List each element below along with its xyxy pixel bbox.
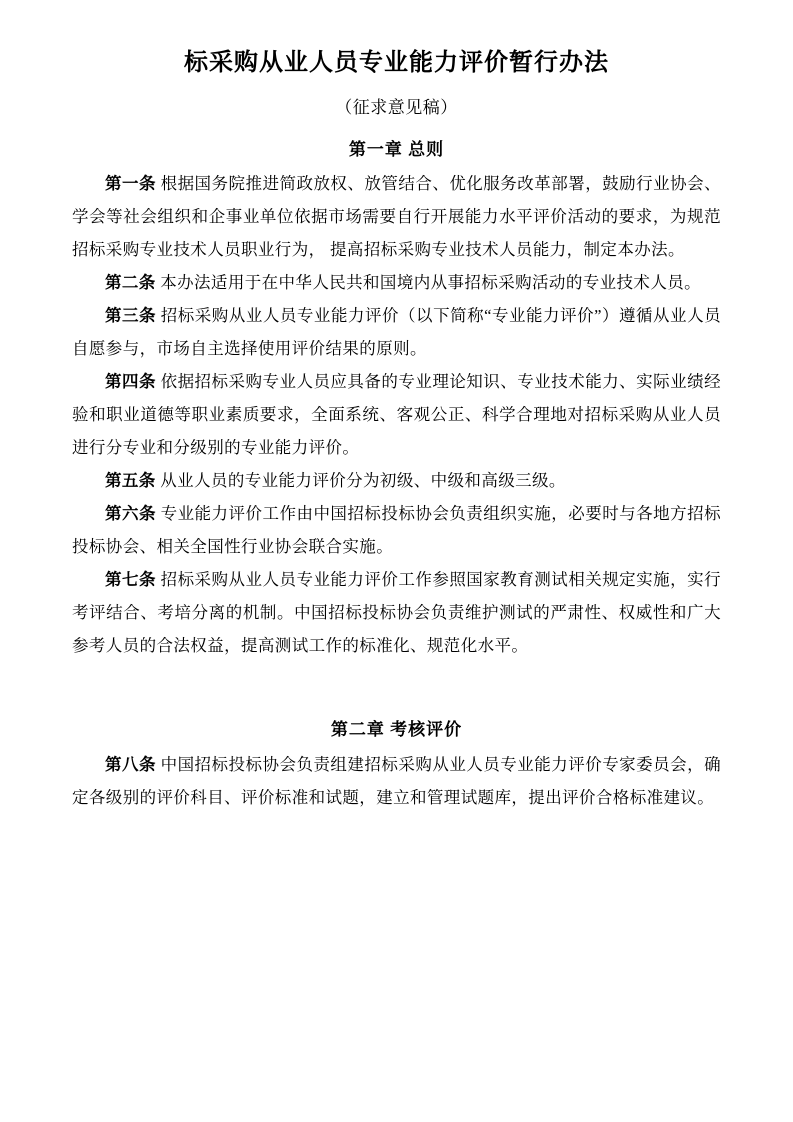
article-paragraph xyxy=(72,563,721,662)
article-text: 依据招标采购专业人员应具备的专业理论知识、专业技术能力、实际业绩经验和职业道德等职业素质要求，全面系统、客观公正、科学合理地对招标采购从业人员进行分专业和分级别的专业能力评价。 xyxy=(72,372,722,458)
article-lead: 第六条 xyxy=(105,504,156,524)
article-lead: 第二条 xyxy=(105,273,156,293)
article-lead: 第五条 xyxy=(105,471,156,491)
article-text: 招标采购从业人员专业能力评价工作参照国家教育测试相关规定实施，实行考评结合、考培分离的机制。中国招标投标协会负责维护测试的严肃性、权威性和广大参考人员的合法权益，提高测试工作的标准化、规范化水平。 xyxy=(72,570,722,656)
chapter-heading-1: 第一章 总则 xyxy=(348,140,445,160)
article-paragraph xyxy=(72,299,721,365)
article-paragraph xyxy=(72,497,721,563)
article-text: 根据国务院推进简政放权、放管结合、优化服务改革部署，鼓励行业协会、学会等社会组织和企事业单位依据市场需要自行开展能力水平评价活动的要求，为规范招标采购专业技术人员职业行为， 提高招标采购专业技术人员能力，制定本办法。 xyxy=(72,174,722,260)
article-lead: 第四条 xyxy=(105,372,156,392)
article-lead: 第七条 xyxy=(105,570,156,590)
document-subtitle: （征求意见稿） xyxy=(335,97,458,117)
article-paragraph xyxy=(72,266,721,299)
article-paragraph xyxy=(72,748,721,814)
article-text: 专业能力评价工作由中国招标投标协会负责组织实施，必要时与各地方招标投标协会、相关全国性行业协会联合实施。 xyxy=(72,504,722,557)
article-lead: 第三条 xyxy=(105,306,157,326)
article-lead: 第一条 xyxy=(105,174,156,194)
article-lead: 第八条 xyxy=(105,754,156,774)
article-paragraph xyxy=(72,365,721,464)
article-paragraph xyxy=(72,167,721,266)
chapter-heading-2: 第二章 考核评价 xyxy=(330,720,463,740)
page-title: 标采购从业人员专业能力评价暂行办法 xyxy=(184,50,609,76)
article-text: 从业人员的专业能力评价分为初级、中级和高级三级。 xyxy=(155,471,566,491)
article-paragraph xyxy=(72,464,721,497)
article-text: 招标采购从业人员专业能力评价（以下简称“专业能力评价”）遵循从业人员自愿参与，市场自主选择使用评价结果的原则。 xyxy=(72,306,721,359)
article-text: 本办法适用于在中华人民共和国境内从事招标采购活动的专业技术人员。 xyxy=(155,273,702,293)
article-text: 中国招标投标协会负责组建招标采购从业人员专业能力评价专家委员会，确定各级别的评价科目、评价标准和试题，建立和管理试题库，提出评价合格标准建议。 xyxy=(72,754,722,807)
